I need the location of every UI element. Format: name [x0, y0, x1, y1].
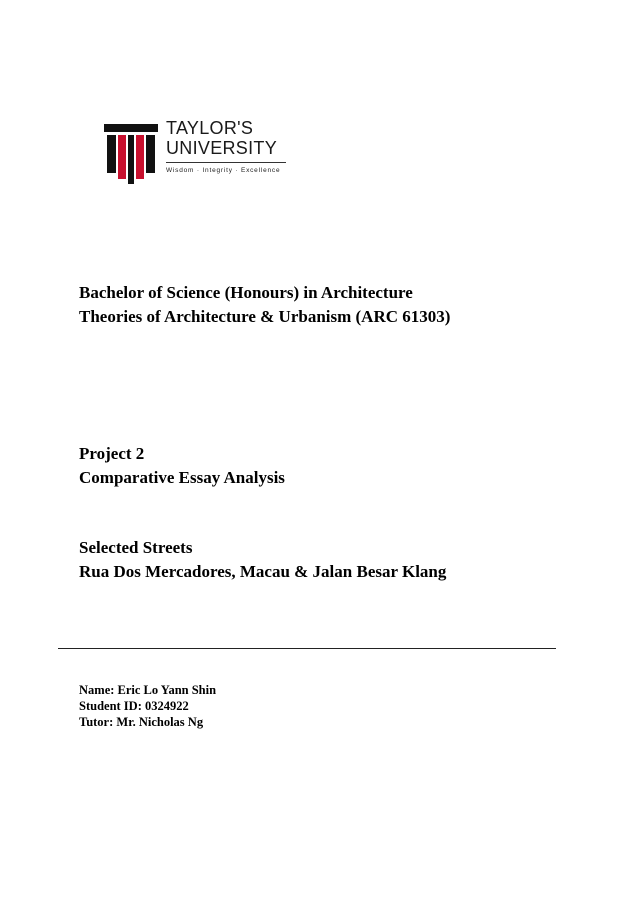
- taylors-crest-icon: [104, 124, 158, 184]
- streets-heading: Selected Streets: [79, 538, 193, 557]
- student-name: Name: Eric Lo Yann Shin: [79, 683, 217, 697]
- logo-name-line1: TAYLOR'S: [166, 118, 254, 138]
- project-block: [79, 442, 285, 490]
- tutor-name: Tutor: Mr. Nicholas Ng: [79, 715, 204, 729]
- degree-title: Bachelor of Science (Honours) in Architecture: [79, 283, 413, 302]
- module-title: Theories of Architecture & Urbanism (ARC 61303): [79, 307, 451, 326]
- streets-block: [79, 536, 446, 584]
- student-info: [79, 682, 216, 730]
- logo-wordmark: [166, 118, 296, 174]
- university-logo: [104, 118, 294, 190]
- logo-tagline: Wisdom · Integrity · Excellence: [166, 167, 281, 174]
- project-title: Comparative Essay Analysis: [79, 468, 285, 487]
- program-block: [79, 281, 450, 329]
- divider-line: [58, 648, 556, 649]
- student-id: Student ID: 0324922: [79, 699, 189, 713]
- logo-rule: [166, 162, 286, 163]
- project-number: Project 2: [79, 444, 145, 463]
- streets-names: Rua Dos Mercadores, Macau & Jalan Besar Klang: [79, 562, 447, 581]
- logo-name-line2: UNIVERSITY: [166, 138, 278, 158]
